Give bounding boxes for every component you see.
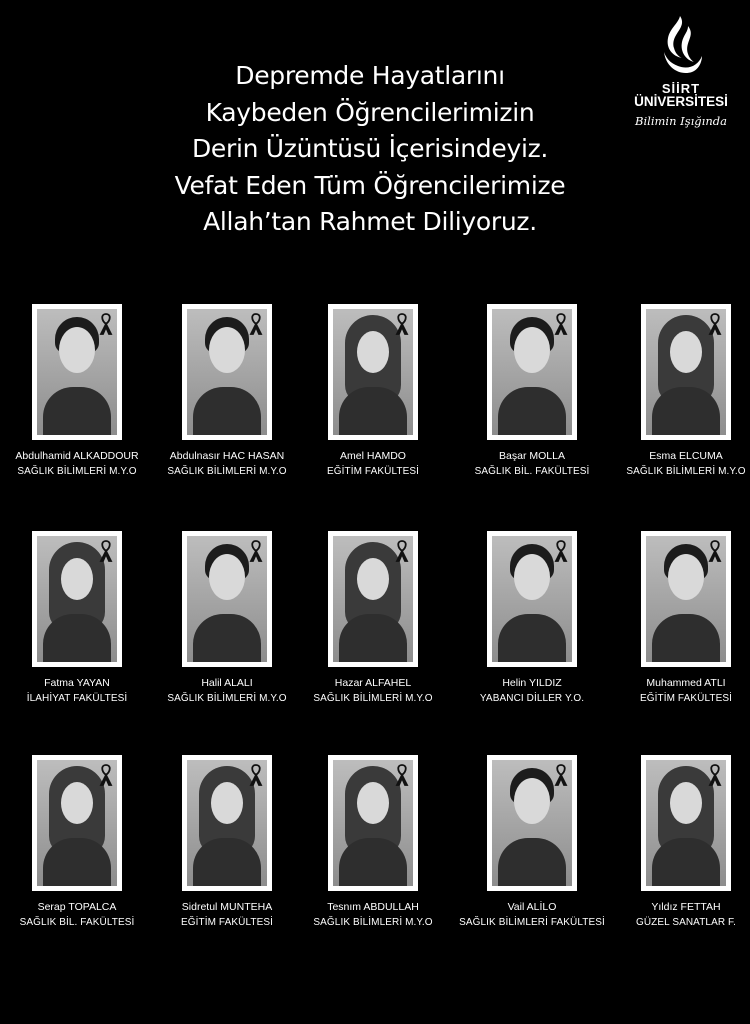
student-photo [492, 760, 572, 886]
student-faculty: SAĞLIK BİL. FAKÜLTESİ [19, 917, 135, 928]
photo-frame [328, 755, 418, 891]
student-card [152, 531, 302, 704]
student-name: Esma ELCUMA [649, 450, 723, 462]
student-name: Vail ALİLO [507, 901, 557, 913]
student-name: Halil ALALI [201, 677, 253, 689]
photo-frame [32, 531, 122, 667]
student-photo [492, 536, 572, 662]
photo-frame [641, 304, 731, 440]
student-name: Muhammed ATLI [646, 677, 726, 689]
photo-frame [641, 755, 731, 891]
student-faculty: İLAHİYAT FAKÜLTESİ [26, 693, 128, 704]
university-logo [628, 14, 734, 154]
black-ribbon-icon [98, 764, 114, 786]
black-ribbon-icon [707, 313, 723, 335]
photo-frame [32, 755, 122, 891]
student-card [457, 531, 607, 704]
student-faculty: EĞİTİM FAKÜLTESİ [181, 917, 273, 928]
student-faculty: SAĞLIK BİLİMLERİ M.Y.O [626, 466, 746, 477]
student-card [298, 304, 448, 477]
student-faculty: SAĞLIK BİLİMLERİ M.Y.O [167, 693, 287, 704]
student-faculty: SAĞLIK BİLİMLERİ M.Y.O [313, 693, 433, 704]
black-ribbon-icon [98, 313, 114, 335]
student-faculty: GÜZEL SANATLAR F. [635, 917, 737, 928]
black-ribbon-icon [98, 540, 114, 562]
student-faculty: SAĞLIK BİL. FAKÜLTESİ [474, 466, 590, 477]
headline-line: Allah’tan Rahmet Diliyoruz. [203, 207, 537, 236]
student-photo [333, 536, 413, 662]
headline-line: Depremde Hayatlarını [235, 61, 505, 90]
photo-frame [182, 304, 272, 440]
headline-line: Kaybeden Öğrencilerimizin [205, 97, 535, 127]
headline-line: Vefat Eden Tüm Öğrencilerimize [174, 170, 566, 200]
black-ribbon-icon [394, 764, 410, 786]
black-ribbon-icon [707, 764, 723, 786]
black-ribbon-icon [248, 764, 264, 786]
student-name: Başar MOLLA [499, 450, 565, 462]
student-card [298, 531, 448, 704]
photo-frame [487, 531, 577, 667]
photo-frame [487, 755, 577, 891]
photo-frame [328, 531, 418, 667]
student-photo [37, 760, 117, 886]
student-photo [646, 760, 726, 886]
student-photo [333, 309, 413, 435]
student-card [611, 755, 750, 928]
student-faculty: EĞİTİM FAKÜLTESİ [640, 693, 732, 704]
student-photo [333, 760, 413, 886]
student-photo [187, 760, 267, 886]
photo-frame [182, 531, 272, 667]
student-name: Amel HAMDO [340, 450, 406, 462]
flame-logo-icon [658, 14, 704, 80]
black-ribbon-icon [248, 540, 264, 562]
student-photo [187, 536, 267, 662]
student-photo [37, 309, 117, 435]
student-name: Tesnım ABDULLAH [327, 901, 419, 913]
student-faculty: SAĞLIK BİLİMLERİ M.Y.O [17, 466, 137, 477]
student-photo [492, 309, 572, 435]
student-photo [646, 309, 726, 435]
student-faculty: SAĞLIK BİLİMLERİ M.Y.O [167, 466, 287, 477]
student-photo [37, 536, 117, 662]
student-name: Sidretul MUNTEHA [181, 901, 273, 913]
photo-frame [328, 304, 418, 440]
student-photo [646, 536, 726, 662]
student-card [152, 755, 302, 928]
student-name: Helin YILDIZ [502, 677, 562, 689]
student-card [298, 755, 448, 928]
black-ribbon-icon [707, 540, 723, 562]
student-photo [187, 309, 267, 435]
student-name: Hazar ALFAHEL [334, 677, 412, 689]
student-name: Abdulhamid ALKADDOUR [15, 450, 139, 462]
headline-line: Derin Üzüntüsü İçerisindeyiz. [191, 134, 549, 163]
student-card [2, 531, 152, 704]
black-ribbon-icon [553, 764, 569, 786]
logo-line-2: ÜNİVERSİTESİ [634, 94, 728, 109]
student-card [152, 304, 302, 477]
student-name: Fatma YAYAN [44, 677, 110, 689]
student-card [611, 531, 750, 704]
student-card [611, 304, 750, 477]
student-card [2, 755, 152, 928]
student-faculty: YABANCI DİLLER Y.O. [479, 693, 585, 704]
student-faculty: SAĞLIK BİLİMLERİ FAKÜLTESİ [459, 917, 605, 928]
logo-line-1: SİİRT [661, 81, 701, 96]
photo-frame [641, 531, 731, 667]
student-faculty: EĞİTİM FAKÜLTESİ [327, 466, 419, 477]
student-card [457, 304, 607, 477]
student-name: Serap TOPALCA [37, 901, 117, 913]
logo-slogan: Bilimin Işığında [635, 113, 727, 128]
photo-frame [487, 304, 577, 440]
black-ribbon-icon [248, 313, 264, 335]
black-ribbon-icon [394, 313, 410, 335]
student-name: Yıldız FETTAH [651, 901, 721, 913]
photo-frame [182, 755, 272, 891]
student-card [457, 755, 607, 928]
photo-frame [32, 304, 122, 440]
student-card [2, 304, 152, 477]
black-ribbon-icon [394, 540, 410, 562]
black-ribbon-icon [553, 313, 569, 335]
student-name: Abdulnasır HAC HASAN [169, 450, 285, 462]
black-ribbon-icon [553, 540, 569, 562]
student-faculty: SAĞLIK BİLİMLERİ M.Y.O [313, 917, 433, 928]
condolence-message [100, 58, 640, 241]
